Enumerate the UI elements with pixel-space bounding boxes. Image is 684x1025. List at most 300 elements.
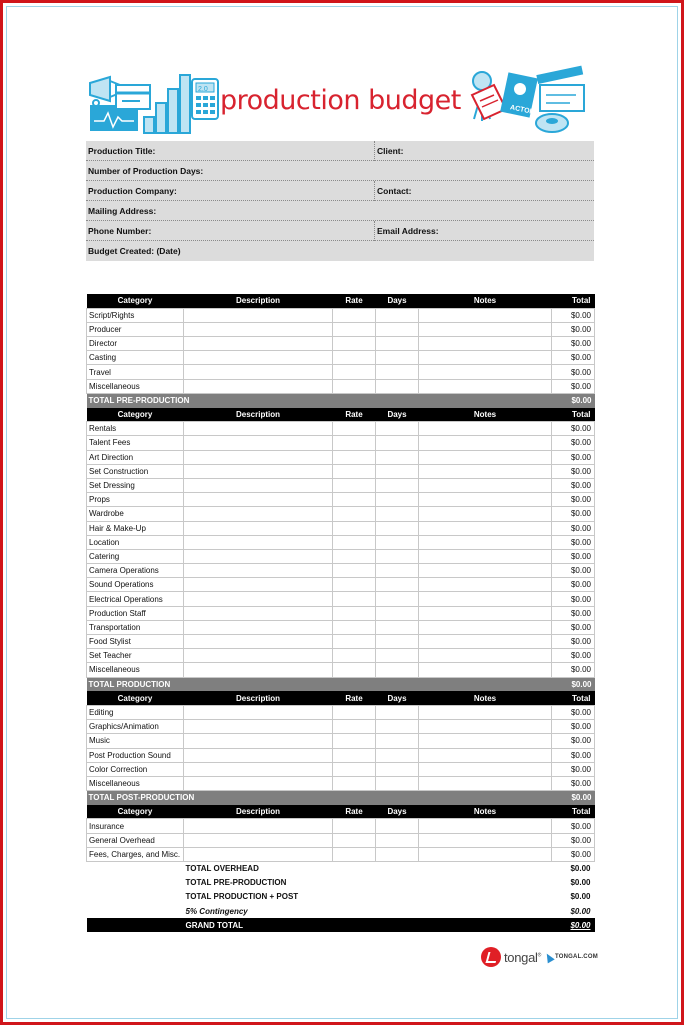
- days-cell[interactable]: [376, 847, 419, 861]
- column-header-description: Description: [184, 805, 333, 819]
- total-cell: $0.00: [552, 379, 595, 393]
- rate-cell[interactable]: [333, 478, 376, 492]
- days-cell[interactable]: [376, 606, 419, 620]
- budget-created-field[interactable]: Budget Created: (Date): [88, 246, 181, 256]
- grand-total-spacer: [87, 918, 184, 932]
- days-cell[interactable]: [376, 578, 419, 592]
- rate-cell[interactable]: [333, 564, 376, 578]
- column-header-row: [87, 805, 595, 819]
- rate-cell[interactable]: [333, 748, 376, 762]
- production-days-field[interactable]: Number of Production Days:: [88, 165, 204, 176]
- days-cell[interactable]: [376, 705, 419, 719]
- budget-row: [87, 365, 595, 379]
- description-cell[interactable]: [184, 606, 333, 620]
- notes-cell[interactable]: [419, 308, 552, 322]
- days-cell[interactable]: [376, 493, 419, 507]
- rate-cell[interactable]: [333, 521, 376, 535]
- category-cell: Set Dressing: [87, 478, 184, 492]
- production-company-field[interactable]: Production Company:: [88, 185, 177, 196]
- rate-cell[interactable]: [333, 436, 376, 450]
- summary-row: [87, 904, 595, 918]
- category-cell: Camera Operations: [87, 564, 184, 578]
- description-cell[interactable]: [184, 748, 333, 762]
- subtotal-row: [87, 791, 595, 805]
- rate-cell[interactable]: [333, 734, 376, 748]
- rate-cell[interactable]: [333, 635, 376, 649]
- notes-cell[interactable]: [419, 748, 552, 762]
- rate-cell[interactable]: [333, 493, 376, 507]
- days-cell[interactable]: [376, 776, 419, 790]
- budget-row: [87, 578, 595, 592]
- description-cell[interactable]: [184, 521, 333, 535]
- notes-cell[interactable]: [419, 635, 552, 649]
- days-cell[interactable]: [376, 592, 419, 606]
- rate-cell[interactable]: [333, 847, 376, 861]
- description-cell[interactable]: [184, 351, 333, 365]
- column-header-notes: Notes: [419, 691, 552, 705]
- column-header-days: Days: [376, 294, 419, 308]
- notes-cell[interactable]: [419, 833, 552, 847]
- script-page-icon: [472, 85, 506, 119]
- category-cell: Set Construction: [87, 464, 184, 478]
- days-cell[interactable]: [376, 464, 419, 478]
- budget-row: [87, 450, 595, 464]
- rate-cell[interactable]: [333, 351, 376, 365]
- total-cell: $0.00: [552, 720, 595, 734]
- column-header-notes: Notes: [419, 294, 552, 308]
- notes-cell[interactable]: [419, 535, 552, 549]
- total-cell: $0.00: [552, 819, 595, 833]
- description-cell[interactable]: [184, 649, 333, 663]
- notes-cell[interactable]: [419, 606, 552, 620]
- category-cell: Production Staff: [87, 606, 184, 620]
- budget-row: [87, 535, 595, 549]
- subtotal-label: TOTAL PRODUCTION: [87, 677, 552, 691]
- client-field[interactable]: Client:: [374, 141, 594, 161]
- column-header-description: Description: [184, 691, 333, 705]
- notes-cell[interactable]: [419, 493, 552, 507]
- calculator-icon: [192, 79, 218, 119]
- total-cell: $0.00: [552, 748, 595, 762]
- budget-row: [87, 493, 595, 507]
- budget-row: [87, 507, 595, 521]
- header-banner: [86, 63, 594, 141]
- days-cell[interactable]: [376, 422, 419, 436]
- column-header-total: Total: [552, 294, 595, 308]
- notes-cell[interactable]: [419, 521, 552, 535]
- budget-row: [87, 379, 595, 393]
- description-cell[interactable]: [184, 308, 333, 322]
- notes-cell[interactable]: [419, 365, 552, 379]
- category-cell: Sound Operations: [87, 578, 184, 592]
- total-cell: $0.00: [552, 663, 595, 677]
- budget-row: [87, 649, 595, 663]
- total-cell: $0.00: [552, 521, 595, 535]
- rate-cell[interactable]: [333, 833, 376, 847]
- description-cell[interactable]: [184, 762, 333, 776]
- description-cell[interactable]: [184, 663, 333, 677]
- rate-cell[interactable]: [333, 337, 376, 351]
- description-cell[interactable]: [184, 507, 333, 521]
- days-cell[interactable]: [376, 436, 419, 450]
- total-cell: $0.00: [552, 493, 595, 507]
- notes-cell[interactable]: [419, 620, 552, 634]
- column-header-total: Total: [552, 805, 595, 819]
- total-cell: $0.00: [552, 776, 595, 790]
- category-cell: Miscellaneous: [87, 379, 184, 393]
- category-cell: Director: [87, 337, 184, 351]
- category-cell: Wardrobe: [87, 507, 184, 521]
- description-cell[interactable]: [184, 819, 333, 833]
- description-cell[interactable]: [184, 379, 333, 393]
- description-cell[interactable]: [184, 464, 333, 478]
- notes-cell[interactable]: [419, 337, 552, 351]
- rate-cell[interactable]: [333, 592, 376, 606]
- description-cell[interactable]: [184, 365, 333, 379]
- description-cell[interactable]: [184, 833, 333, 847]
- notes-cell[interactable]: [419, 663, 552, 677]
- days-cell[interactable]: [376, 720, 419, 734]
- calculator-display: 2.0: [198, 86, 208, 93]
- days-cell[interactable]: [376, 535, 419, 549]
- description-cell[interactable]: [184, 734, 333, 748]
- days-cell[interactable]: [376, 521, 419, 535]
- summary-label: TOTAL OVERHEAD: [185, 864, 259, 874]
- summary-value: $0.00: [570, 906, 591, 916]
- total-cell: $0.00: [552, 606, 595, 620]
- days-cell[interactable]: [376, 337, 419, 351]
- budget-row: [87, 351, 595, 365]
- category-cell: Transportation: [87, 620, 184, 634]
- total-cell: $0.00: [552, 649, 595, 663]
- clapperboard-icon: [536, 66, 584, 111]
- category-cell: Producer: [87, 322, 184, 336]
- column-header-days: Days: [376, 691, 419, 705]
- column-header-rate: Rate: [333, 408, 376, 422]
- summary-row: [87, 862, 595, 876]
- category-cell: Miscellaneous: [87, 776, 184, 790]
- page-title: production budget: [220, 85, 461, 116]
- rate-cell[interactable]: [333, 720, 376, 734]
- days-cell[interactable]: [376, 819, 419, 833]
- summary-value: $0.00: [570, 878, 591, 888]
- category-cell: Rentals: [87, 422, 184, 436]
- notes-cell[interactable]: [419, 819, 552, 833]
- notes-cell[interactable]: [419, 322, 552, 336]
- summary-spacer: [87, 904, 184, 918]
- card-icon: [116, 85, 150, 109]
- production-title-field[interactable]: Production Title:: [88, 145, 156, 156]
- days-cell[interactable]: [376, 833, 419, 847]
- total-cell: $0.00: [552, 592, 595, 606]
- category-cell: General Overhead: [87, 833, 184, 847]
- budget-table-wrap: [86, 294, 594, 932]
- budget-row: [87, 436, 595, 450]
- rate-cell[interactable]: [333, 649, 376, 663]
- notes-cell[interactable]: [419, 507, 552, 521]
- days-cell[interactable]: [376, 663, 419, 677]
- category-cell: Art Direction: [87, 450, 184, 464]
- days-cell[interactable]: [376, 351, 419, 365]
- mailing-address-field[interactable]: Mailing Address:: [88, 205, 157, 216]
- contact-field[interactable]: Contact:: [374, 181, 594, 201]
- column-header-rate: Rate: [333, 294, 376, 308]
- category-cell: Miscellaneous: [87, 663, 184, 677]
- column-header-description: Description: [184, 408, 333, 422]
- category-cell: Script/Rights: [87, 308, 184, 322]
- days-cell[interactable]: [376, 748, 419, 762]
- notes-cell[interactable]: [419, 578, 552, 592]
- rate-cell[interactable]: [333, 705, 376, 719]
- category-cell: Talent Fees: [87, 436, 184, 450]
- total-cell: $0.00: [552, 535, 595, 549]
- production-info: [86, 141, 594, 261]
- budget-row: [87, 833, 595, 847]
- total-cell: $0.00: [552, 833, 595, 847]
- column-header-total: Total: [552, 408, 595, 422]
- total-cell: $0.00: [552, 436, 595, 450]
- total-cell: $0.00: [552, 635, 595, 649]
- description-cell[interactable]: [184, 776, 333, 790]
- subtotal-value: $0.00: [552, 791, 595, 805]
- logo-url[interactable]: TONGAL.COM: [555, 954, 598, 960]
- days-cell[interactable]: [376, 620, 419, 634]
- subtotal-label: TOTAL POST-PRODUCTION: [87, 791, 552, 805]
- subtotal-row: [87, 393, 595, 407]
- description-cell[interactable]: [184, 578, 333, 592]
- notes-cell[interactable]: [419, 450, 552, 464]
- budget-row: [87, 422, 595, 436]
- grand-total-label: GRAND TOTAL: [184, 918, 552, 932]
- column-header-notes: Notes: [419, 408, 552, 422]
- rate-cell[interactable]: [333, 620, 376, 634]
- column-header-rate: Rate: [333, 805, 376, 819]
- budget-row: [87, 308, 595, 322]
- summary-value: $0.00: [570, 892, 591, 902]
- notes-cell[interactable]: [419, 564, 552, 578]
- description-cell[interactable]: [184, 720, 333, 734]
- phone-number-field[interactable]: Phone Number:: [88, 225, 152, 236]
- category-cell: Travel: [87, 365, 184, 379]
- budget-row: [87, 762, 595, 776]
- total-cell: $0.00: [552, 478, 595, 492]
- total-cell: $0.00: [552, 762, 595, 776]
- notes-cell[interactable]: [419, 649, 552, 663]
- days-cell[interactable]: [376, 507, 419, 521]
- column-header-notes: Notes: [419, 805, 552, 819]
- days-cell[interactable]: [376, 322, 419, 336]
- total-cell: $0.00: [552, 365, 595, 379]
- description-cell[interactable]: [184, 450, 333, 464]
- summary-spacer: [87, 862, 184, 876]
- budget-row: [87, 734, 595, 748]
- email-address-field[interactable]: Email Address:: [374, 221, 594, 241]
- notes-cell[interactable]: [419, 351, 552, 365]
- info-row: [86, 161, 594, 181]
- rate-cell[interactable]: [333, 535, 376, 549]
- rate-cell[interactable]: [333, 450, 376, 464]
- subtotal-row: [87, 677, 595, 691]
- notes-cell[interactable]: [419, 478, 552, 492]
- budget-row: [87, 663, 595, 677]
- rate-cell[interactable]: [333, 365, 376, 379]
- budget-sheet: [86, 63, 594, 932]
- rate-cell[interactable]: [333, 308, 376, 322]
- subtotal-value: $0.00: [552, 677, 595, 691]
- total-cell: $0.00: [552, 705, 595, 719]
- rate-cell[interactable]: [333, 379, 376, 393]
- category-cell: Catering: [87, 549, 184, 563]
- summary-spacer: [87, 890, 184, 904]
- summary-label: TOTAL PRODUCTION + POST: [185, 892, 299, 902]
- actor-card-label: ACTOR: [509, 104, 536, 117]
- description-cell[interactable]: [184, 493, 333, 507]
- rate-cell[interactable]: [333, 422, 376, 436]
- budget-table: [86, 294, 595, 932]
- notes-cell[interactable]: [419, 734, 552, 748]
- logo-trademark: ®: [537, 952, 542, 959]
- rate-cell[interactable]: [333, 322, 376, 336]
- category-cell: Hair & Make-Up: [87, 521, 184, 535]
- rate-cell[interactable]: [333, 663, 376, 677]
- grand-total-row: [87, 918, 595, 932]
- notes-cell[interactable]: [419, 592, 552, 606]
- column-header-row: [87, 691, 595, 705]
- category-cell: Props: [87, 493, 184, 507]
- tongal-logo-icon: [481, 947, 501, 967]
- days-cell[interactable]: [376, 635, 419, 649]
- info-row: [86, 221, 594, 241]
- total-cell: $0.00: [552, 351, 595, 365]
- rate-cell[interactable]: [333, 819, 376, 833]
- budget-row: [87, 606, 595, 620]
- total-cell: $0.00: [552, 507, 595, 521]
- category-cell: Set Teacher: [87, 649, 184, 663]
- days-cell[interactable]: [376, 308, 419, 322]
- category-cell: Music: [87, 734, 184, 748]
- description-cell[interactable]: [184, 564, 333, 578]
- category-cell: Electrical Operations: [87, 592, 184, 606]
- notes-cell[interactable]: [419, 464, 552, 478]
- description-cell[interactable]: [184, 705, 333, 719]
- days-cell[interactable]: [376, 649, 419, 663]
- days-cell[interactable]: [376, 549, 419, 563]
- days-cell[interactable]: [376, 365, 419, 379]
- category-cell: Color Correction: [87, 762, 184, 776]
- column-header-category: Category: [87, 805, 184, 819]
- description-cell[interactable]: [184, 436, 333, 450]
- rate-cell[interactable]: [333, 578, 376, 592]
- budget-row: [87, 322, 595, 336]
- column-header-row: [87, 294, 595, 308]
- total-cell: $0.00: [552, 464, 595, 478]
- rate-cell[interactable]: [333, 464, 376, 478]
- summary-spacer: [87, 876, 184, 890]
- days-cell[interactable]: [376, 564, 419, 578]
- rate-cell[interactable]: [333, 549, 376, 563]
- description-cell[interactable]: [184, 322, 333, 336]
- notes-cell[interactable]: [419, 705, 552, 719]
- notes-cell[interactable]: [419, 422, 552, 436]
- category-cell: Food Stylist: [87, 635, 184, 649]
- category-cell: Casting: [87, 351, 184, 365]
- description-cell[interactable]: [184, 620, 333, 634]
- budget-row: [87, 521, 595, 535]
- rate-cell[interactable]: [333, 762, 376, 776]
- description-cell[interactable]: [184, 478, 333, 492]
- column-header-row: [87, 408, 595, 422]
- category-cell: Location: [87, 535, 184, 549]
- description-cell[interactable]: [184, 422, 333, 436]
- days-cell[interactable]: [376, 450, 419, 464]
- days-cell[interactable]: [376, 762, 419, 776]
- notes-cell[interactable]: [419, 776, 552, 790]
- rate-cell[interactable]: [333, 606, 376, 620]
- budget-row: [87, 478, 595, 492]
- column-header-category: Category: [87, 691, 184, 705]
- film-reel-icon: [536, 114, 568, 132]
- total-cell: $0.00: [552, 322, 595, 336]
- budget-row: [87, 705, 595, 719]
- description-cell[interactable]: [184, 847, 333, 861]
- notes-cell[interactable]: [419, 847, 552, 861]
- budget-row: [87, 819, 595, 833]
- notes-cell[interactable]: [419, 436, 552, 450]
- notes-cell[interactable]: [419, 762, 552, 776]
- column-header-category: Category: [87, 408, 184, 422]
- days-cell[interactable]: [376, 734, 419, 748]
- cursor-icon: [543, 951, 554, 963]
- total-cell: $0.00: [552, 564, 595, 578]
- category-cell: Fees, Charges, and Misc.: [87, 847, 184, 861]
- description-cell[interactable]: [184, 535, 333, 549]
- description-cell[interactable]: [184, 635, 333, 649]
- category-cell: Editing: [87, 705, 184, 719]
- budget-row: [87, 748, 595, 762]
- column-header-description: Description: [184, 294, 333, 308]
- column-header-category: Category: [87, 294, 184, 308]
- description-cell[interactable]: [184, 592, 333, 606]
- category-cell: Insurance: [87, 819, 184, 833]
- budget-row: [87, 635, 595, 649]
- column-header-days: Days: [376, 805, 419, 819]
- column-header-rate: Rate: [333, 691, 376, 705]
- description-cell[interactable]: [184, 337, 333, 351]
- notes-cell[interactable]: [419, 549, 552, 563]
- days-cell[interactable]: [376, 478, 419, 492]
- budget-row: [87, 592, 595, 606]
- info-row: [86, 241, 594, 261]
- notes-cell[interactable]: [419, 379, 552, 393]
- budget-row: [87, 720, 595, 734]
- budget-row: [87, 337, 595, 351]
- subtotal-value: $0.00: [552, 393, 595, 407]
- rate-cell[interactable]: [333, 507, 376, 521]
- budget-table-body: [87, 294, 595, 932]
- budget-row: [87, 549, 595, 563]
- description-cell[interactable]: [184, 549, 333, 563]
- notes-cell[interactable]: [419, 720, 552, 734]
- actor-card-icon: [500, 72, 538, 117]
- category-cell: Post Production Sound: [87, 748, 184, 762]
- tongal-logo[interactable]: [481, 944, 598, 970]
- days-cell[interactable]: [376, 379, 419, 393]
- budget-row: [87, 620, 595, 634]
- total-cell: $0.00: [552, 620, 595, 634]
- total-cell: $0.00: [552, 578, 595, 592]
- rate-cell[interactable]: [333, 776, 376, 790]
- summary-value: $0.00: [570, 864, 591, 874]
